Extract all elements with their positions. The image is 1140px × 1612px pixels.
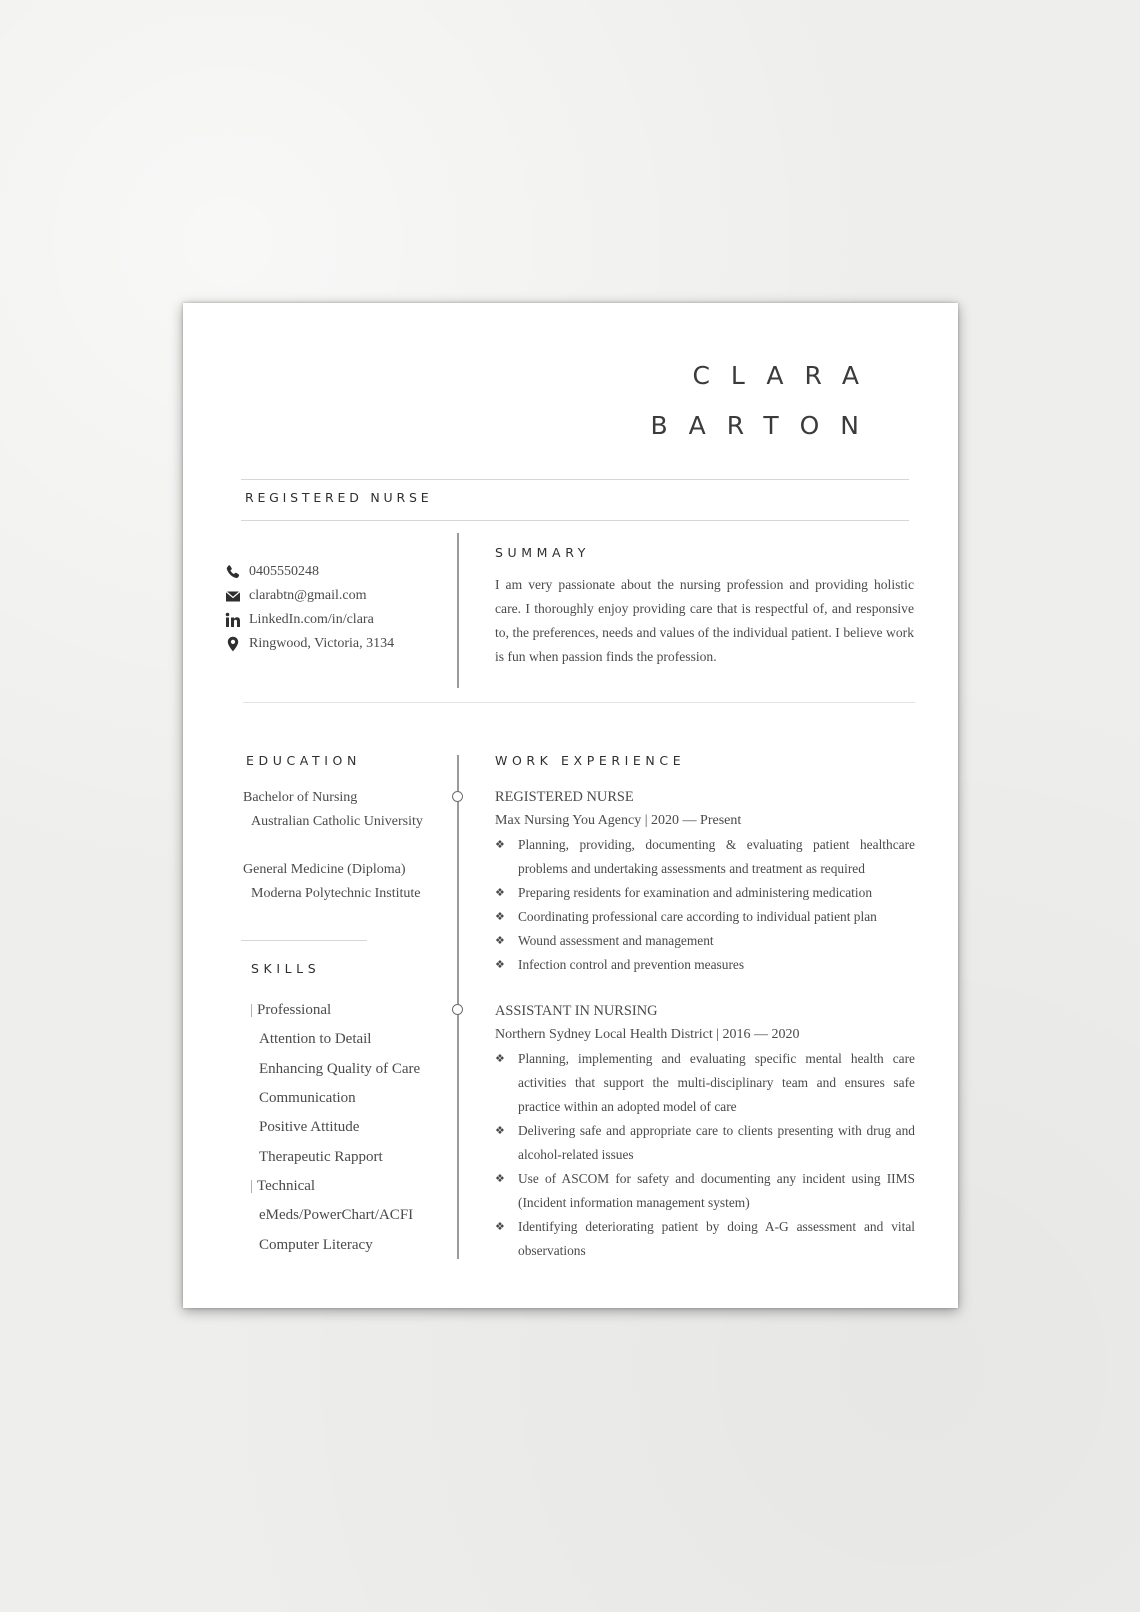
four-diamond-bullet-icon: ❖ [495,958,505,971]
bullet-text: Planning, providing, documenting & evaluating patient healthcare problems and undertaking assessments and treatment as required [518,837,915,876]
bullet-text: Use of ASCOM for safety and documenting any incident using IIMS (Incident information management system) [518,1171,915,1210]
job-2-bullet [495,1215,915,1263]
skill-item: Positive Attitude [259,1119,360,1135]
contact-email-text: clarabtn@gmail.com [249,588,367,603]
bullet-text: Wound assessment and management [518,933,714,948]
map-pin-icon [225,636,241,652]
phone-icon [225,564,241,580]
divider-education [241,940,367,941]
resume-sheet [183,303,958,1308]
work-title: WORK EXPERIENCE [495,753,686,768]
skill-item: eMeds/PowerChart/ACFI [259,1207,414,1223]
bullet-text: Coordinating professional care according to individual patient plan [518,909,877,924]
summary-text: I am very passionate about the nursing profession and providing holistic care. I thoroughly enjoy providing care that is respectful of, and responsive to, the preferences, needs and values of the individual patient. I believe work is fun when passion finds the profession. [495,577,914,664]
education-title: EDUCATION [246,753,361,768]
divider-title [241,520,909,521]
divider-vertical-top [457,533,459,688]
contact-email[interactable] [249,585,366,607]
summary-title: SUMMARY [495,545,590,560]
contact-phone[interactable] [249,561,319,583]
job-2-meta: Northern Sydney Local Health District | 2016 — 2020 [495,1027,800,1042]
job-1-meta: Max Nursing You Agency | 2020 — Present [495,813,742,828]
circle-marker-icon [452,1004,463,1015]
skill-item: Enhancing Quality of Care [259,1061,421,1077]
pipe-marker: | [250,1002,254,1018]
education-school-1: Australian Catholic University [251,814,423,829]
bullet-text: Infection control and prevention measures [518,957,745,972]
skill-item: Computer Literacy [259,1237,373,1253]
skills-group-heading: Technical [257,1178,316,1194]
divider-top [241,479,909,480]
job-2-bullet [495,1047,915,1119]
job-1-bullet [495,833,915,881]
name-last: BARTON [650,411,880,440]
skill-item: Communication [259,1090,356,1106]
contact-location-text: Ringwood, Victoria, 3134 [249,636,395,651]
education-degree-1: Bachelor of Nursing [243,790,358,805]
divider-middle [243,702,915,703]
four-diamond-bullet-icon: ❖ [495,1220,505,1233]
education-degree-2: General Medicine (Diploma) [243,862,406,877]
job-title: REGISTERED NURSE [245,490,433,505]
skills-title: SKILLS [251,961,321,976]
four-diamond-bullet-icon: ❖ [495,886,505,899]
linkedin-icon [225,612,241,628]
four-diamond-bullet-icon: ❖ [495,838,505,851]
skill-item: Attention to Detail [259,1031,372,1047]
contact-linkedin[interactable] [249,609,374,631]
pipe-marker: | [250,1178,254,1194]
circle-marker-icon [452,791,463,802]
four-diamond-bullet-icon: ❖ [495,1124,505,1137]
skills-group-professional [250,1000,331,1020]
skill-item: Therapeutic Rapport [259,1149,383,1165]
skills-group-heading: Professional [257,1002,332,1018]
contact-phone-text: 0405550248 [249,564,319,579]
contact-location [249,633,394,655]
bullet-text: Identifying deteriorating patient by doing A-G assessment and vital observations [518,1219,915,1258]
job-2-bullet [495,1119,915,1167]
job-1-bullet [495,953,915,977]
envelope-icon [225,588,241,604]
bullet-text: Planning, implementing and evaluating specific mental health care activities that support the multi-disciplinary team and ensures safe practice within an adopted model of care [518,1051,915,1114]
name-first: CLARA [692,361,880,390]
four-diamond-bullet-icon: ❖ [495,1052,505,1065]
skills-group-technical [250,1176,315,1196]
job-1-bullet [495,881,915,905]
job-2-bullet [495,1167,915,1215]
job-1-role: REGISTERED NURSE [495,789,634,805]
contact-linkedin-text: LinkedIn.com/in/clara [249,612,374,627]
bullet-text: Delivering safe and appropriate care to clients presenting with drug and alcohol-related issues [518,1123,915,1162]
education-school-2: Moderna Polytechnic Institute [251,886,421,901]
four-diamond-bullet-icon: ❖ [495,910,505,923]
job-2-role: ASSISTANT IN NURSING [495,1003,658,1019]
four-diamond-bullet-icon: ❖ [495,934,505,947]
job-1-bullet [495,929,915,953]
bullet-text: Preparing residents for examination and administering medication [518,885,873,900]
four-diamond-bullet-icon: ❖ [495,1172,505,1185]
job-1-bullet [495,905,915,929]
